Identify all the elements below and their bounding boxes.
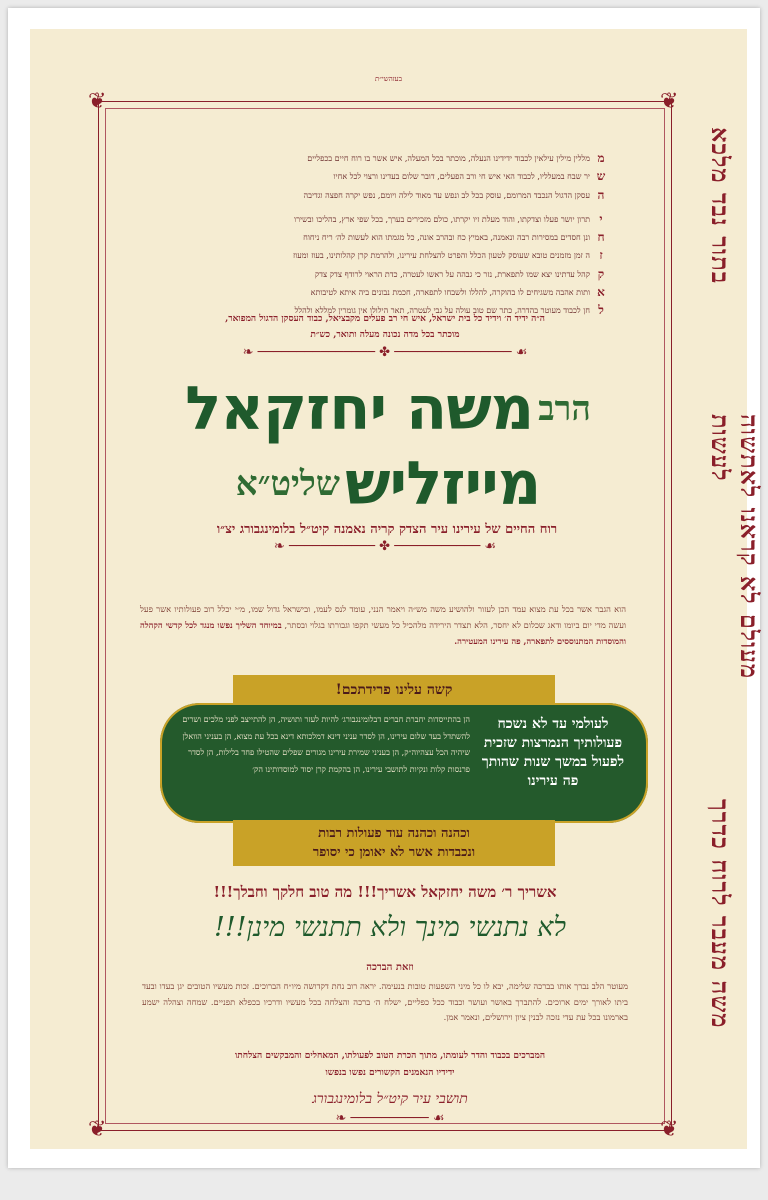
- acrostic-text: ה זמן מזמנים טובא שעוסק לטעון הכלל והפרט להצלחת עירינו, ולהרמת קרן קהלותינו, בעוז ומעוז: [292, 251, 590, 261]
- acrostic-text: מללין מילין עילאין לכבוד ידידינו הנעלה, מוכתר בכל המעלה, איש אשר בו רוח חיים בכפליים: [307, 154, 590, 163]
- intro-bold-text: במיוחד השליך נפשו מנגד לכל קדשי הקהלה והמוסדות המתנוססים לתפארה, פה עירינו המעטירה.: [140, 620, 626, 646]
- page-sheet: [8, 8, 764, 1168]
- acrostic-letter: ה: [597, 187, 605, 202]
- acrostic-row: [138, 285, 608, 303]
- acrostic-letter: ק: [597, 266, 605, 281]
- happy-line: אשריך ר׳ משה יחזקאל אשריך!!! מה טוב חלקך וחבלך!!!: [213, 883, 557, 901]
- acrostic-row: [138, 212, 608, 230]
- acrostic-letter: מ: [597, 151, 605, 165]
- acrostic-letter: ח: [597, 230, 605, 245]
- acrostic-row: [138, 169, 608, 187]
- honoree-name-line-2: [148, 449, 628, 519]
- signers-line-2: ידידיו הנאמנים הקשורים נפשו בנפשו: [325, 1068, 455, 1078]
- acrostic-text: קהל עדתינו יצא שמו לתפארת, נזר כי גבהה על ראשו לעטרה, כדת הראוי לרודף צדק צדק: [314, 269, 590, 279]
- blessing-text: מעוטר הלב נברך אותו בברכה שלימה, יבא לו כל מיני השפעות טובות בנעימה. יראה רוב נחת דקדושה מיו״ח הברוכים. זכות מעשיו הטובים יגן בעדו ובעד ביתו לאורך ימים ארוכים. להתברך באושר ועושר וכבוד ככל כפליים, ישלח ה׳ ברכה והצלחה בכל מעשיו ודרכיו בכפלא תפניים. שמחה וצהלה ישמע בארמונו בכל עת עדי נזכה לבנין ציון וירושלים, ונאמר אמן.: [142, 981, 628, 1022]
- signers-line-1: המברכים בכבוד והדר לעומתו, מתוך הכרת הטוב לפעולתו, המאחלים והמבקשים הצלחתו: [234, 1051, 546, 1061]
- banner-activities-text: הן בהתייסדות יחברת חברים דבלומינגבורג׳ להיות לעזר ותושיה, הן להתייצב לפני מלכים ושרים להשתדל בעד שלום עירינו, הן לסדר עניני דינא דמלכותא דינא בכל עת מצוא, הן בעניני הוואלן שיהיה הכל עצהיוה״ק, הן בעניני שמירת עירינו מגורים שפלים שהטילו פחד בלילות, הן לסדר פרנסות קלות ונקיות לתושבי עירינו, הן בהקמת קרן יסוד למוסדותינו הק׳: [182, 715, 470, 774]
- acrostic-letter: א: [597, 285, 605, 300]
- script-line: לא נתנשי מינך ולא תתנשי מינן!!!: [213, 912, 567, 943]
- side-text-bottom: משה מעבר לרוח כדרך: [706, 799, 735, 1029]
- name-first: משה יחזקאל: [185, 374, 534, 444]
- corner-ornament-icon: ❦: [88, 89, 107, 114]
- side-text-middle: מעולם לא קראנו לאתשוה לעשות: [706, 414, 764, 680]
- name-suffix: שליט״א: [235, 464, 340, 504]
- banner-bottom-title: [233, 820, 555, 866]
- banner-tribute-text: לעולמי עד לא נשכח פעולותיך הנמרצות שזכית לפעול במשך שנות שהותך פה עירינו: [481, 716, 625, 789]
- acrostic-letter: ז: [599, 248, 603, 263]
- acrostic-row: [138, 267, 608, 285]
- praise-line-1: ה״ה ידיד ה׳ וידיד כל בית ישראל, איש חי רב פעלים מקבציאל, כבוד העסקן הדגול המפואר,: [225, 314, 545, 324]
- corner-ornament-icon: ❦: [660, 1117, 679, 1142]
- acrostic-letter: ש: [596, 169, 606, 184]
- intro-paragraph: [140, 601, 626, 649]
- honoree-subtitle: רוח החיים של עירינו עיר הצדק קריה נאמנה קיט״ל בלומינגבורג יצ״ו: [216, 522, 558, 537]
- corner-ornament-icon: ❦: [660, 89, 679, 114]
- banner-bottom-line-2: ונכבדות אשר לא יאומן כי יסופר: [312, 845, 476, 860]
- bsd-header: בעזהשי״ת: [374, 75, 403, 83]
- praise-lines: [140, 311, 630, 343]
- name-last: מייזליש: [345, 449, 541, 519]
- name-prefix: הרב: [538, 389, 591, 429]
- signature: תושבי עיר קיט״ל בלומינגבורג: [312, 1091, 468, 1107]
- acrostic-text: תרון יושר פעלו וצדקתו, והוד מעלת זיו יקרתו, כולם מזכירים בערך, בכל שפי ארץ, בהליכו ובשירו: [294, 214, 590, 224]
- acrostic-text: יר שבח במעלליו, לכבוד האי איש חי ורב הפעלים, דובר שלום בעדינו ורצוי לכל אחיו: [333, 172, 590, 182]
- acrostic-text: חן לכבוד מעוטר בהדרה, כתר שם טוב עולה על גבי לעטרה, תאר הילולו אין גומרין למללא ולהלל: [294, 306, 590, 316]
- acrostic-text: ותות אהבה משגיחים לו בהוקרה, להללו ולשבחו לתפארה, חכמת נבונים ביה איתא לטיבותא: [310, 288, 590, 298]
- intro-text: הוא הגבר אשר בכל עת מצוא עמד הכן לעזור ולהושיע משה מש״ה ויאמר הנני, עומד לנס לעמו, ובישראל גדול שמו, מ״י יכלל רוב פעולותיו אשר פעל ועשה מדי יום ביומו ודאג שכלום לא יחסר, הלא תצדר הירידה מלהכיל כל מעשי תקפו וגבורתו בגלוי ובסתר,: [140, 604, 627, 630]
- blessing-title: וזאת הברכה: [366, 962, 414, 973]
- acrostic-block: [138, 151, 608, 322]
- acrostic-row: [138, 188, 608, 206]
- honoree-name-line-1: [148, 374, 628, 444]
- acrostic-row: [138, 230, 608, 248]
- flourish-divider-icon: ❧ ─────────────── ✤ ─────────────── ☙: [242, 345, 528, 360]
- acrostic-letter: י: [599, 211, 603, 226]
- side-text-top: בתור נבד מלכא: [706, 127, 735, 285]
- poster: [30, 29, 764, 1149]
- praise-line-2: מוכתר בכל מדה נכונה מעלה ותואר, כש״ת: [310, 330, 460, 340]
- corner-ornament-icon: ❦: [88, 1117, 107, 1142]
- banner-bottom-line-1: וכהנה וכהנה עוד פעולות רבות: [318, 826, 470, 841]
- flourish-divider-icon: ❧ ────────── ☙: [335, 1111, 445, 1126]
- acrostic-text: עסקן הדגול הנכבד המרומם, עוסק בכל לב ונפש עד מאוד לילה ויומם, נפש יקרה חפצה וגדיבה: [303, 190, 590, 200]
- acrostic-row: [138, 248, 608, 266]
- flourish-divider-icon: ❧ ─────────── ✤ ─────────── ☙: [273, 539, 497, 554]
- acrostic-letter: ל: [598, 303, 604, 318]
- acrostic-text: ונן חסדים במסירות רבה ונאמנה, באמיץ כח ובהרב אונה, כל מגמתו הוא לעשות לה׳ ריח ניחוח: [303, 233, 590, 243]
- banner-top-title: קשה עלינו פרידתכם!: [233, 675, 555, 705]
- signers-block: [130, 1048, 650, 1082]
- acrostic-row: [138, 151, 608, 169]
